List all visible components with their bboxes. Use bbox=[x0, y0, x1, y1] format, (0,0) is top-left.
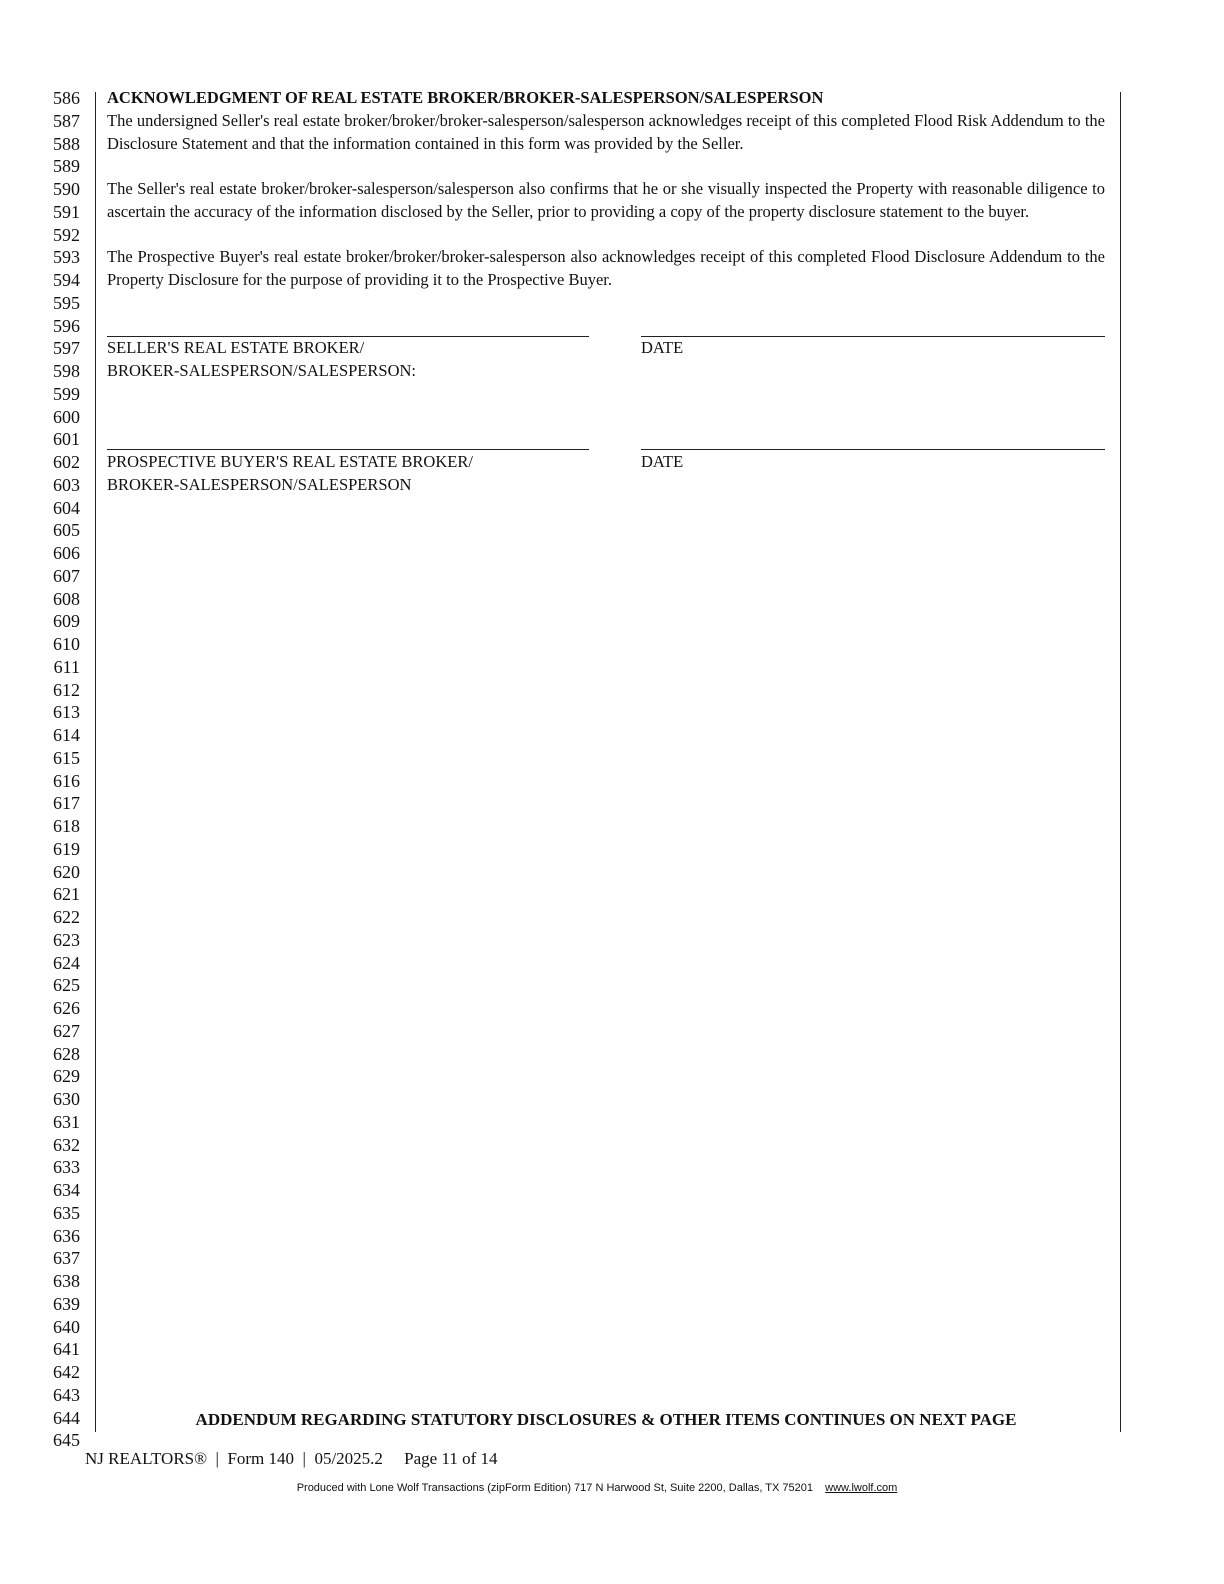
line-number: 600 bbox=[53, 406, 80, 427]
spacer bbox=[107, 155, 1105, 178]
produced-text: Produced with Lone Wolf Transactions (zipForm Edition) 717 N Harwood St, Suite 2200, Dallas, TX 75201 bbox=[296, 1482, 813, 1494]
line-number: 624 bbox=[53, 952, 80, 973]
line-number: 597 bbox=[53, 338, 80, 359]
line-number: 627 bbox=[53, 1020, 80, 1041]
lwolf-link[interactable]: www.lwolf.com bbox=[825, 1482, 898, 1494]
line-number: 638 bbox=[53, 1271, 80, 1291]
line-number: 615 bbox=[53, 747, 80, 768]
line-number: 593 bbox=[53, 247, 80, 268]
line-number: 599 bbox=[53, 383, 80, 404]
line-number: 633 bbox=[53, 1157, 80, 1178]
line-number: 632 bbox=[53, 1134, 80, 1155]
line-number: 592 bbox=[53, 224, 80, 245]
line-number: 616 bbox=[53, 770, 80, 791]
footer-form: Form 140 bbox=[227, 1449, 295, 1468]
line-number: 601 bbox=[53, 429, 80, 450]
line-number: 631 bbox=[53, 1111, 80, 1132]
line-number: 630 bbox=[53, 1089, 80, 1109]
spacer bbox=[107, 224, 1105, 247]
line-number: 617 bbox=[53, 793, 80, 814]
seller-broker-label-line1: SELLER'S REAL ESTATE BROKER/ bbox=[107, 338, 365, 358]
seller-broker-label-line2: BROKER-SALESPERSON/SALESPERSON: bbox=[107, 361, 416, 380]
footer-page-number: Page 11 of 14 bbox=[404, 1449, 498, 1468]
line-number: 602 bbox=[53, 452, 80, 472]
line-number: 634 bbox=[53, 1180, 80, 1200]
footer-separator: | bbox=[302, 1449, 306, 1468]
line-number: 595 bbox=[53, 292, 80, 313]
line-number: 591 bbox=[53, 201, 80, 222]
produced-with-line bbox=[0, 1480, 1194, 1496]
seller-broker-signature-block bbox=[107, 315, 1105, 383]
line-number: 611 bbox=[53, 656, 80, 677]
line-number: 594 bbox=[53, 270, 80, 290]
line-number: 586 bbox=[53, 88, 80, 108]
buyer-broker-date-label: DATE bbox=[641, 452, 684, 471]
document-body bbox=[107, 87, 1105, 497]
line-number: 645 bbox=[53, 1430, 80, 1451]
line-number: 589 bbox=[53, 156, 80, 177]
line-number: 618 bbox=[53, 816, 80, 836]
buyer-broker-label-line2: BROKER-SALESPERSON/SALESPERSON bbox=[107, 474, 412, 494]
line-number: 610 bbox=[53, 634, 80, 654]
line-number: 596 bbox=[53, 315, 80, 336]
line-number: 608 bbox=[53, 588, 80, 609]
line-number: 603 bbox=[53, 474, 80, 495]
line-number: 623 bbox=[53, 929, 80, 950]
seller-broker-label bbox=[107, 337, 416, 383]
line-number: 625 bbox=[53, 975, 80, 996]
buyer-broker-date-line[interactable] bbox=[641, 449, 1105, 450]
spacer bbox=[107, 383, 1105, 406]
footer-version: 05/2025.2 bbox=[314, 1449, 383, 1468]
line-number: 612 bbox=[53, 679, 80, 700]
line-number: 604 bbox=[53, 497, 80, 518]
line-number: 635 bbox=[53, 1202, 80, 1223]
line-number: 636 bbox=[53, 1225, 80, 1246]
footer-separator: | bbox=[215, 1449, 219, 1468]
section-heading: ACKNOWLEDGMENT OF REAL ESTATE BROKER/BROKER-SALESPERSON/SALESPERSON bbox=[107, 88, 824, 107]
line-number: 626 bbox=[53, 998, 80, 1018]
line-number: 639 bbox=[53, 1293, 80, 1314]
line-number: 598 bbox=[53, 361, 80, 381]
line-number: 621 bbox=[53, 884, 80, 905]
line-number: 641 bbox=[53, 1339, 80, 1360]
line-number: 609 bbox=[53, 611, 80, 632]
spacer bbox=[107, 406, 1105, 429]
seller-broker-inspection: The Seller's real estate broker/broker-salesperson/salesperson also confirms that he or she visually inspected the Property with reasonable diligence to ascertain the accuracy of the information disclosed by the Seller, prior to providing a copy of the property disclosure statement to the buyer. bbox=[107, 179, 1105, 221]
line-number: 588 bbox=[53, 133, 80, 154]
buyer-broker-label bbox=[107, 451, 473, 497]
line-number: 606 bbox=[53, 543, 80, 563]
line-number: 613 bbox=[53, 702, 80, 723]
line-number: 614 bbox=[53, 725, 80, 745]
page-footer bbox=[85, 1447, 498, 1471]
line-number: 642 bbox=[53, 1362, 80, 1382]
line-number: 605 bbox=[53, 520, 80, 541]
line-number: 587 bbox=[53, 110, 80, 131]
line-number: 628 bbox=[53, 1043, 80, 1064]
continues-on-next-page-note: ADDENDUM REGARDING STATUTORY DISCLOSURES & OTHER ITEMS CONTINUES ON NEXT PAGE bbox=[195, 1410, 1017, 1429]
line-number: 643 bbox=[53, 1384, 80, 1405]
right-margin-rule bbox=[1120, 92, 1121, 1432]
line-number: 622 bbox=[53, 907, 80, 927]
line-number: 637 bbox=[53, 1248, 80, 1269]
seller-broker-date-line[interactable] bbox=[641, 336, 1105, 337]
line-numbers bbox=[40, 87, 80, 1452]
line-number: 619 bbox=[53, 838, 80, 859]
line-number: 640 bbox=[53, 1316, 80, 1337]
spacer bbox=[107, 292, 1105, 315]
line-number: 620 bbox=[53, 861, 80, 882]
line-number: 590 bbox=[53, 179, 80, 199]
buyer-broker-label-line1: PROSPECTIVE BUYER'S REAL ESTATE BROKER/ bbox=[107, 452, 473, 471]
buyer-broker-signature-block bbox=[107, 428, 1105, 496]
buyer-broker-acknowledgment: The Prospective Buyer's real estate broker/broker/broker-salesperson also acknowledges receipt of this completed Flood Disclosure Addendum to the Property Disclosure for the purpose of providing it to the Prospective Buyer. bbox=[107, 247, 1105, 289]
line-number: 644 bbox=[53, 1407, 80, 1428]
footer-org: NJ REALTORS® bbox=[85, 1449, 208, 1468]
seller-broker-date-label: DATE bbox=[641, 338, 684, 358]
seller-broker-acknowledgment: The undersigned Seller's real estate broker/broker/broker-salesperson/salesperson acknowledges receipt of this completed Flood Risk Addendum to the Disclosure Statement and that the information contained in this form was provided by the Seller. bbox=[107, 110, 1105, 153]
line-number: 629 bbox=[53, 1066, 80, 1087]
left-margin-rule bbox=[95, 92, 96, 1432]
line-number: 607 bbox=[53, 565, 80, 586]
